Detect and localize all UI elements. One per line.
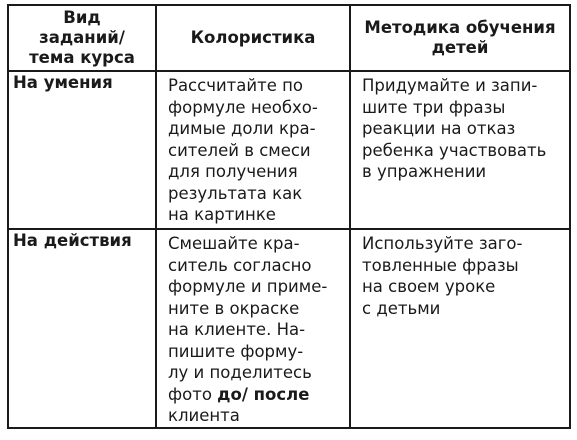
cell-line: на своем уроке	[362, 277, 496, 296]
cell-line: сителей в смеси	[168, 140, 311, 160]
cell-line: формуле необхо-	[168, 97, 318, 117]
cell-line: результата как	[168, 183, 303, 203]
header-coloristics	[156, 5, 350, 71]
header-row	[8, 5, 570, 71]
cell-line: Придумайте и запи-	[362, 76, 538, 95]
cell-line: шите три фразы	[362, 97, 506, 117]
cell-line: ситель согласно	[168, 255, 312, 275]
row-label-text: На действия	[13, 231, 132, 250]
cell-line: лу и поделитесь	[168, 363, 312, 382]
cell-line: товленные фразы	[362, 255, 519, 275]
cell-skills-methodology	[350, 71, 570, 229]
cell-line: клиента	[168, 406, 240, 425]
bold-before-after: до/ после	[217, 384, 310, 404]
cell-line: в упражнении	[362, 162, 487, 181]
row-label-actions	[8, 229, 156, 428]
header-task-type-line: заданий/	[39, 28, 125, 47]
header-task-type	[8, 5, 156, 71]
cell-text: фото	[168, 384, 218, 404]
header-task-type-line: тема курса	[29, 48, 135, 67]
header-coloristics-text: Колористика	[190, 28, 316, 47]
cell-line: Используйте заго-	[362, 234, 523, 253]
cell-line: на клиенте. На-	[168, 320, 306, 339]
cell-line: Рассчитайте по	[168, 76, 304, 95]
cell-line: формуле и приме-	[168, 277, 328, 296]
cell-skills-coloristics	[156, 71, 350, 229]
header-task-type-line: Вид	[63, 8, 101, 27]
row-label-text: На умения	[13, 73, 113, 92]
cell-line: для получения	[168, 162, 298, 181]
cell-line: ните в окраске	[168, 298, 300, 318]
cell-line: пишите форму-	[168, 341, 304, 361]
cell-line: реакции на отказ	[362, 119, 516, 138]
table-row-skills	[8, 71, 570, 229]
table-row-actions	[8, 229, 570, 428]
cell-actions-coloristics	[156, 229, 350, 428]
cell-line-mixed	[168, 384, 345, 406]
cell-line: на картинке	[168, 205, 276, 224]
cell-line: димые доли кра-	[168, 119, 316, 138]
header-methodology-line: Методика обучения	[364, 18, 556, 37]
cell-actions-methodology	[350, 229, 570, 428]
cell-line: с детьми	[362, 298, 441, 318]
methodology-table	[7, 4, 571, 429]
row-label-skills	[8, 71, 156, 229]
cell-line: ребенка участвовать	[362, 140, 547, 160]
header-methodology	[350, 5, 570, 71]
header-methodology-line: детей	[431, 38, 489, 57]
cell-line: Смешайте кра-	[168, 234, 300, 253]
